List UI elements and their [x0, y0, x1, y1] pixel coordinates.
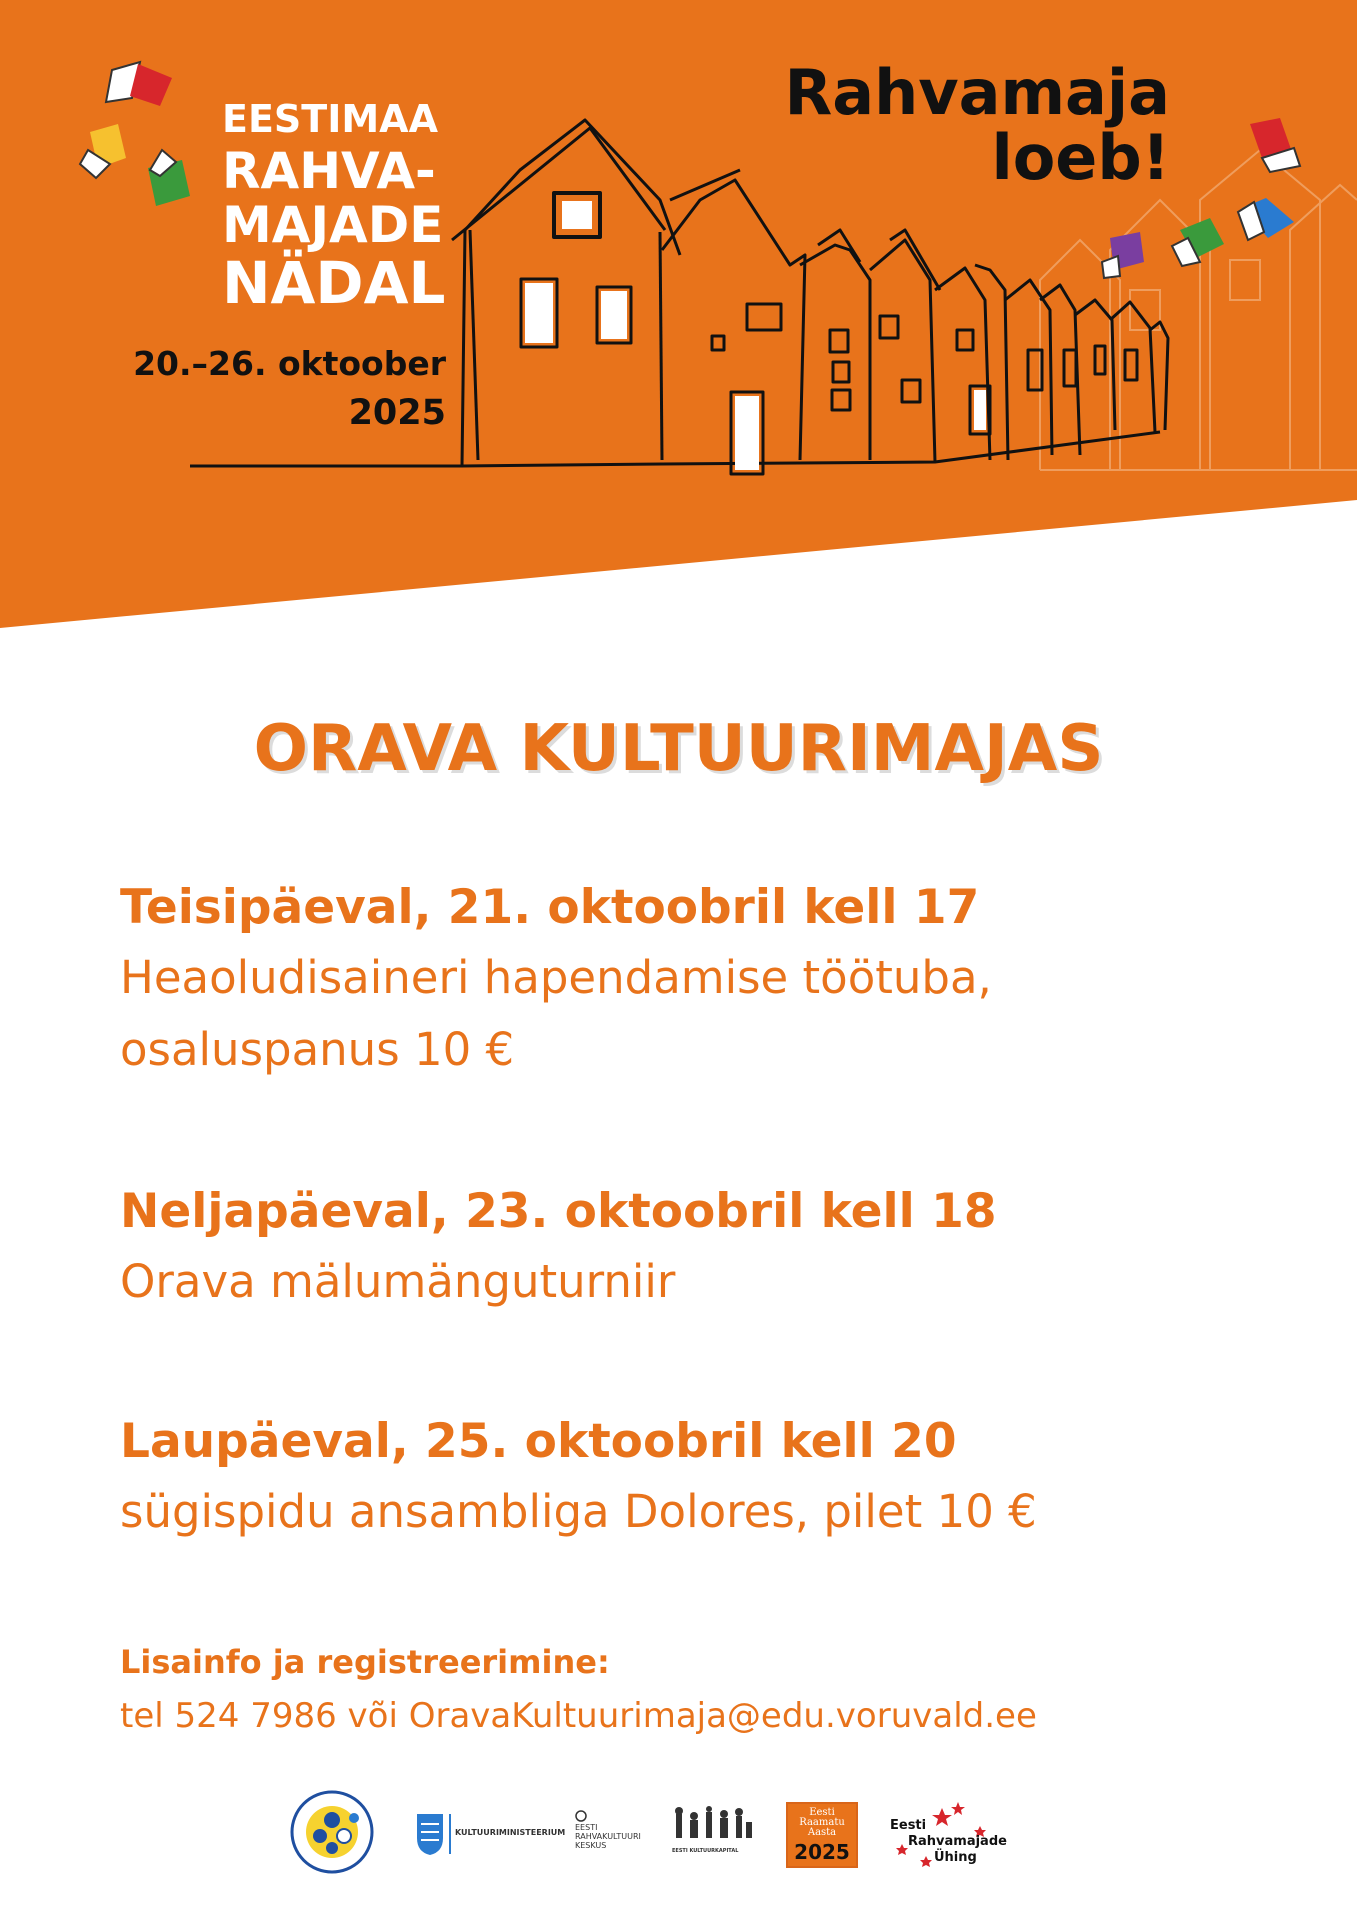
event-datetime: Laupäeval, 25. oktoobril kell 20 [120, 1414, 957, 1469]
rahvakultuuri-keskus-logo [575, 1810, 655, 1862]
raamatu-aasta-year: 2025 [794, 1840, 850, 1864]
raamatu-aasta-line-2: Raamatu [799, 1817, 845, 1828]
week-title-line-3: MAJADE [222, 196, 444, 254]
event-description: sügispidu ansambliga Dolores, pilet 10 € [120, 1485, 1037, 1539]
contact-details: tel 524 7986 või OravaKultuurimaja@edu.voruvald.ee [120, 1695, 1037, 1736]
rahvakultuuri-keskus-line-2: RAHVAKULTUURI [575, 1832, 641, 1841]
event-datetime: Neljapäeval, 23. oktoobril kell 18 [120, 1184, 997, 1239]
week-dates [96, 344, 446, 434]
slogan-line-2: loeb! [991, 121, 1170, 195]
rahvamajade-uhing-logo [890, 1800, 1020, 1870]
raamatu-aasta-line-1: Eesti [809, 1807, 835, 1818]
kultuuriministeerium-logo [415, 1812, 566, 1858]
event-item [120, 1184, 1320, 1318]
rahvamajade-uhing-line-2: Rahvamajade [908, 1834, 1007, 1849]
rahvamajade-uhing-line-3: Ühing [934, 1850, 977, 1865]
header-banner [0, 0, 1357, 640]
week-title-line-2: RAHVA- [222, 142, 436, 200]
kultuuriministeerium-label: KULTUURIMINISTEERIUM [455, 1828, 566, 1837]
venue-title: ORAVA KULTUURIMAJAS [253, 712, 1104, 786]
slogan-line-1: Rahvamaja [784, 56, 1170, 129]
event-description: osaluspanus 10 € [120, 1023, 515, 1077]
week-date-range: 20.–26. oktoober [133, 344, 446, 383]
kultuurkapital-logo [672, 1806, 756, 1862]
week-title [222, 97, 462, 317]
event-description: Orava mälumänguturniir [120, 1255, 676, 1309]
coat-of-arms-icon [415, 1812, 445, 1856]
event-datetime: Teisipäeval, 21. oktoobril kell 17 [120, 880, 980, 935]
kultuurkapital-label: EESTI KULTUURKAPITAL [672, 1848, 739, 1854]
event-description: Heaoludisaineri hapendamise töötuba, [120, 951, 992, 1005]
voru-vald-logo [290, 1790, 374, 1874]
sponsor-logos [290, 1790, 1050, 1890]
event-item [120, 1414, 1320, 1548]
rahvakultuuri-keskus-line-1: EESTI [575, 1823, 598, 1832]
slogan [720, 56, 1170, 195]
contact-label: Lisainfo ja registreerimine: [120, 1643, 610, 1681]
week-title-line-4: NÄDAL [222, 249, 446, 317]
week-title-line-1: EESTIMAA [222, 97, 438, 141]
rahvakultuuri-keskus-line-3: KESKUS [575, 1841, 607, 1850]
contact-info [120, 1640, 1320, 1742]
raamatu-aasta-line-3: Aasta [807, 1827, 837, 1838]
logo-divider [449, 1814, 451, 1854]
rahvamajade-uhing-line-1: Eesti [890, 1818, 927, 1833]
sun-icon [575, 1810, 587, 1822]
week-year: 2025 [348, 392, 446, 433]
event-item [120, 880, 1320, 1086]
raamatu-aasta-logo [786, 1802, 858, 1868]
kultuurkapital-figures-icon [672, 1806, 756, 1846]
